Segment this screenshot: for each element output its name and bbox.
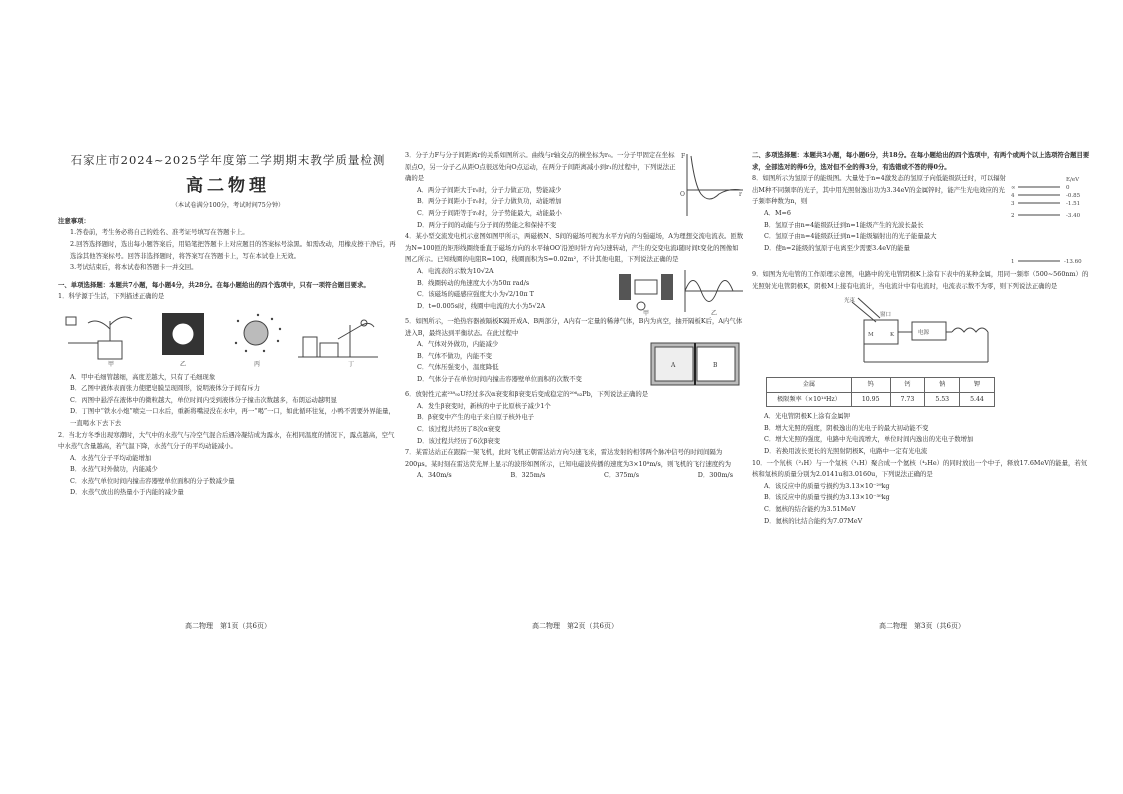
table-cell: 5.53	[925, 392, 960, 407]
table-header-cell: 钾	[960, 377, 995, 392]
table-header-cell: 钨	[851, 377, 890, 392]
svg-text:0: 0	[1066, 185, 1070, 192]
film-figure	[162, 313, 204, 355]
fig-label-yi: 乙	[711, 309, 718, 316]
question-8-option: B．氢原子由n=4能级跃迁到n=1能级产生的光波长最长	[764, 220, 924, 229]
table-header-cell: 钙	[890, 377, 925, 392]
notice-item: 3.考试结束后，将本试卷和答题卡一并交回。	[70, 263, 198, 272]
notice-item: 2.回答选择题时，选出每小题答案后，用铅笔把答题卡上对应题目的答案标号涂黑。如需改动，用橡皮擦干净后，再选涂其他答案标号。回答非选择题时，将答案写在答题卡上，写在本试卷上无效。	[70, 239, 396, 260]
level-1	[1011, 259, 1082, 265]
question-3-option: C．两分子间距等于r₀时，分子势能最大，动能最小	[417, 208, 562, 217]
question-9-option: C．增大光照的强度，电路中光电流增大，单位时间内逸出的光电子数增加	[764, 435, 974, 444]
table-cell: 5.44	[960, 392, 995, 407]
question-6-option: C．该过程共经历了8次α衰变	[417, 424, 501, 433]
question-7-option: C．375m/s	[604, 471, 639, 480]
question-5-option: C．气体压强变小，温度降低	[417, 363, 499, 372]
table-header-cell: 钠	[925, 377, 960, 392]
notice-item: 1.答卷前，考生务必将自己的姓名、准考证号填写在答题卡上。	[70, 228, 249, 237]
question-9-stem: 9．如图为光电管的工作原理示意图，电路中的光电管阴极K上涂有下表中的某种金属，用同一频率（500~560nm）的光照射光电管阴极K，阴极M上接有电流计，当电流计中有电流时，电流表示数不为零，则下列说法正确的是	[752, 270, 1089, 290]
question-2-option: A．水蒸气分子平均动能增加	[70, 453, 152, 462]
question-9-option: D．若换用波长更长的光照射阴极K，电路中一定有光电流	[764, 446, 928, 455]
energy-unit: E/eV	[1066, 177, 1080, 184]
question-2-option: C．水蒸气单位时间内撞击容器壁单位面积的分子数减少量	[70, 476, 235, 485]
question-5-option: D．气体分子在单位时间内撞击容器壁单位面积的次数不变	[417, 374, 582, 383]
page-column-3	[752, 150, 1092, 527]
force-curve-figure	[679, 150, 745, 220]
question-2-option: B．水蒸气对外做功，内能减少	[70, 465, 158, 474]
page-footer-1: 高二物理 第1页（共6页）	[185, 622, 271, 630]
question-7-option: D．300m/s	[697, 471, 733, 480]
question-2-stem: 2．当北方冬季出现寒潮时，大气中的水蒸气与冷空气混合后遇冷凝结成为露水，在相同温度的情况下，露点越高，空气中水蒸气含量越高，若气温下降，水蒸气分子的平均动能减小。	[58, 430, 395, 451]
chamber-a-label: A	[671, 362, 676, 370]
page-column-2	[405, 150, 745, 482]
question-6-option: D．该过程共经历了6次β衰变	[417, 436, 501, 445]
photoelectric-circuit-figure	[752, 292, 1082, 370]
question-5-option: A．气体对外做功，内能减少	[417, 340, 499, 349]
container-figure	[645, 339, 745, 389]
question-4-option: D．t=0.005s时，线圈中电流的大小为5√2A	[417, 301, 546, 310]
question-5-stem: 5．如图所示，一绝热容器被隔板K隔开成A、B两部分，A内有一定量的稀薄气体，B内为真空，抽开隔板K后，A内气体进入B，最终达到平衡状态。在此过程中	[405, 316, 743, 337]
level-inf	[1011, 185, 1070, 191]
question-8-block	[752, 173, 1092, 269]
section-2-heading: 二、多项选择题：本题共3小题，每小题6分，共18分。在每小题给出的四个选项中，有两个或两个以上选项符合题目要求，全部选对的得6分，选对但不全的得3分，有选错或不答的得0分。	[752, 151, 1090, 171]
page-footer-2: 高二物理 第2页（共6页）	[532, 622, 618, 630]
table-row-label: 极限频率（×10¹⁴Hz）	[767, 392, 852, 407]
svg-text:-1.51: -1.51	[1066, 201, 1081, 208]
question-1-option: B．乙图中液体表面张力使肥皂膜呈现圆形，说明液体分子间有斥力	[70, 384, 261, 393]
question-10-option: B．该反应中的质量亏损约为3.13×10⁻³⁰kg	[764, 493, 890, 502]
section-1-heading: 一、单项选择题：本题共7小题，每小题4分，共28分。在每小题给出的四个选项中，只有一项符合题目要求。	[58, 280, 370, 289]
question-3-block	[405, 150, 745, 231]
fig-label-power: 电源	[918, 330, 930, 337]
question-8-option: C．氢原子由n=4能级跃迁到n=1能级辐射出的光子能量最大	[764, 232, 937, 241]
question-10-option: D．氦核的比结合能约为7.07MeV	[764, 516, 863, 525]
svg-text:1: 1	[1011, 259, 1015, 266]
svg-text:3: 3	[1011, 201, 1015, 208]
question-4-option: B．线圈转动的角速度大小为50π rad/s	[417, 278, 530, 287]
question-10-option: C．氦核的结合能约为3.51MeV	[764, 504, 856, 513]
fig-label-3: 丙	[254, 360, 261, 367]
question-4-option: C．该磁场的磁感应强度大小为√2/10π T	[417, 290, 534, 299]
question-3-option: D．两分子间的动能与分子间的势能之和保持不变	[417, 220, 557, 229]
question-2-option: D．水蒸气放出的热量小于内能的减少量	[70, 488, 184, 497]
question-5-option: B．气体不做功，内能不变	[417, 351, 492, 360]
question-1-option: C．丙图中悬浮在液体中的微粒越大，单位时间内受到液体分子撞击次数越多，布朗运动越明显	[70, 395, 337, 404]
question-3-stem: 3．分子力F与分子间距离r的关系如图所示。曲线与r轴交点的横坐标为r₀。一分子甲固定在坐标原点O，另一分子乙从距O点很远处向O点运动，在两分子间距离减小到r₁的过程中，下列说法正确的是	[405, 151, 676, 183]
plant-figure	[66, 317, 132, 359]
question-1-stem: 1．科学源于生活，下列描述正确的是	[58, 292, 165, 301]
question-10-option: A．该反应中的质量亏损约为3.13×10⁻²⁹kg	[764, 481, 890, 490]
question-5-block	[405, 339, 745, 389]
table-cell: 10.95	[851, 392, 890, 407]
svg-text:-3.40: -3.40	[1066, 213, 1081, 220]
question-8-stem: 8．如图所示为氢原子的能级图。大量处于n=4激发态的氢原子向低能级跃迁时，可以辐射出M种不同频率的光子，其中用光照射逸出功为3.34eV的金属锌时，能产生光电效应的光子频率种数为n，则	[752, 174, 1007, 206]
question-8-option: A．M=6	[764, 208, 791, 217]
question-7-options	[405, 470, 745, 482]
question-3-option: A．两分子间距大于r₀时，分子力做正功，势能减少	[417, 185, 562, 194]
fig-label-m: M	[868, 332, 874, 339]
fig-label-jia: 甲	[643, 309, 650, 316]
exam-title: 石家庄市2024~2025学年度第二学期期末教学质量检测	[70, 153, 386, 167]
metal-frequency-table	[766, 377, 995, 407]
question-9-option: B．增大光照的强度，阴极逸出的光电子的最大初动能不变	[764, 423, 929, 432]
question-6-option: B．β衰变中产生的电子来自原子核外电子	[417, 413, 535, 422]
svg-text:-13.60: -13.60	[1064, 259, 1082, 266]
question-1-option: A．甲中毛细管越细，高度差越大，只有了毛细现象	[70, 372, 216, 381]
fig-label-4: 丁	[348, 360, 355, 367]
question-7-option: B．325m/s	[510, 471, 546, 480]
question-1-figure	[58, 303, 388, 367]
fig-label-window: 窗口	[880, 312, 892, 319]
fig-label-beam: 光束	[844, 298, 856, 305]
question-7-stem: 7．某雷达站正在跟踪一架飞机，此时飞机正朝雷达站方向匀速飞来，雷达发射的相邻两个脉冲信号的时间间隔为200μs。某时刻在雷达荧光屏上显示的波形如图所示，已知电磁波传播的速度为3×10⁸m/s，则飞机的飞行速度约为	[405, 448, 732, 468]
level-3	[1011, 201, 1080, 207]
table-cell: 7.73	[890, 392, 925, 407]
question-6-option: A．发生β衰变时，新核的中子比原核子减少1个	[417, 401, 551, 410]
svg-text:2: 2	[1011, 213, 1015, 220]
energy-level-diagram	[1010, 173, 1092, 269]
question-9-option: A．光电管阴极K上涂有金属钾	[764, 412, 851, 421]
level-2	[1011, 213, 1081, 219]
svg-text:O: O	[680, 191, 685, 198]
generator-figure	[615, 266, 745, 316]
fig-label-1: 甲	[108, 360, 115, 367]
svg-text:F: F	[681, 153, 686, 160]
question-4-stem: 4．某小型交流发电机示意图如图甲所示，两磁极N、S间的磁场可视为水平方向的匀强磁场，A为理想交流电流表。匝数为N=100匝的矩形线圈绕垂直于磁场方向的水平轴OO′沿逆时针方向匀速转动，产生的交变电流i随时间t变化的图像如图乙所示。已知线圈的电阻R=10Ω，线圈面积为S=0.02m²，不计其他电阻，下列说法正确的是	[405, 232, 744, 264]
chamber-b-label: B	[713, 362, 718, 370]
question-7-option: A．340m/s	[417, 471, 452, 480]
level-4	[1011, 193, 1081, 199]
page-footer-3: 高二物理 第3页（共6页）	[879, 622, 965, 630]
fig-label-k: K	[890, 332, 895, 339]
question-4-option: A．电流表的示数为10√2A	[417, 266, 494, 275]
question-1-option: D．丁图中“铁水小炮”喷完一口水后，重新将嘴浸没在水中，再一“喝”一口，如此循环往复，小鸭不需要外界能量，一直喝水下去下去	[70, 407, 395, 427]
bird-toy-figure	[298, 320, 378, 357]
svg-text:r: r	[739, 191, 742, 198]
question-6-stem: 6．放射性元素²³⁸₉₂U经过多次α衰变和β衰变后变成稳定的²⁰⁶₈₂Pb，下列说法正确的是	[405, 390, 649, 399]
table-header-cell: 金属	[767, 377, 852, 392]
question-3-option: B．两分子间距小于r₀时，分子力做负功，动能增加	[417, 197, 562, 206]
exam-note: （本试卷满分100分，考试时间75分钟）	[171, 202, 285, 210]
question-10-stem: 10．一个氘核（²₁H）与一个氚核（³₁H）聚合成一个氦核（⁴₂He）的同时放出一个中子，释放17.6MeV的能量，若氘核和氚核的质量分别为2.0141u和3.0160u，下列说法正确的是	[752, 458, 1088, 479]
fig-label-2: 乙	[180, 360, 187, 367]
notice-title: 注意事项：	[58, 216, 90, 225]
svg-text:4: 4	[1011, 193, 1015, 200]
question-8-option: D．使n=2能级的氢原子电离至少需要3.4eV的能量	[764, 243, 910, 252]
page-column-1	[58, 150, 398, 499]
svg-text:-0.85: -0.85	[1066, 193, 1081, 200]
svg-text:∞: ∞	[1011, 185, 1016, 192]
subject-title: 高二物理	[186, 175, 270, 196]
question-4-block	[405, 266, 745, 316]
particle-figure	[235, 314, 281, 352]
